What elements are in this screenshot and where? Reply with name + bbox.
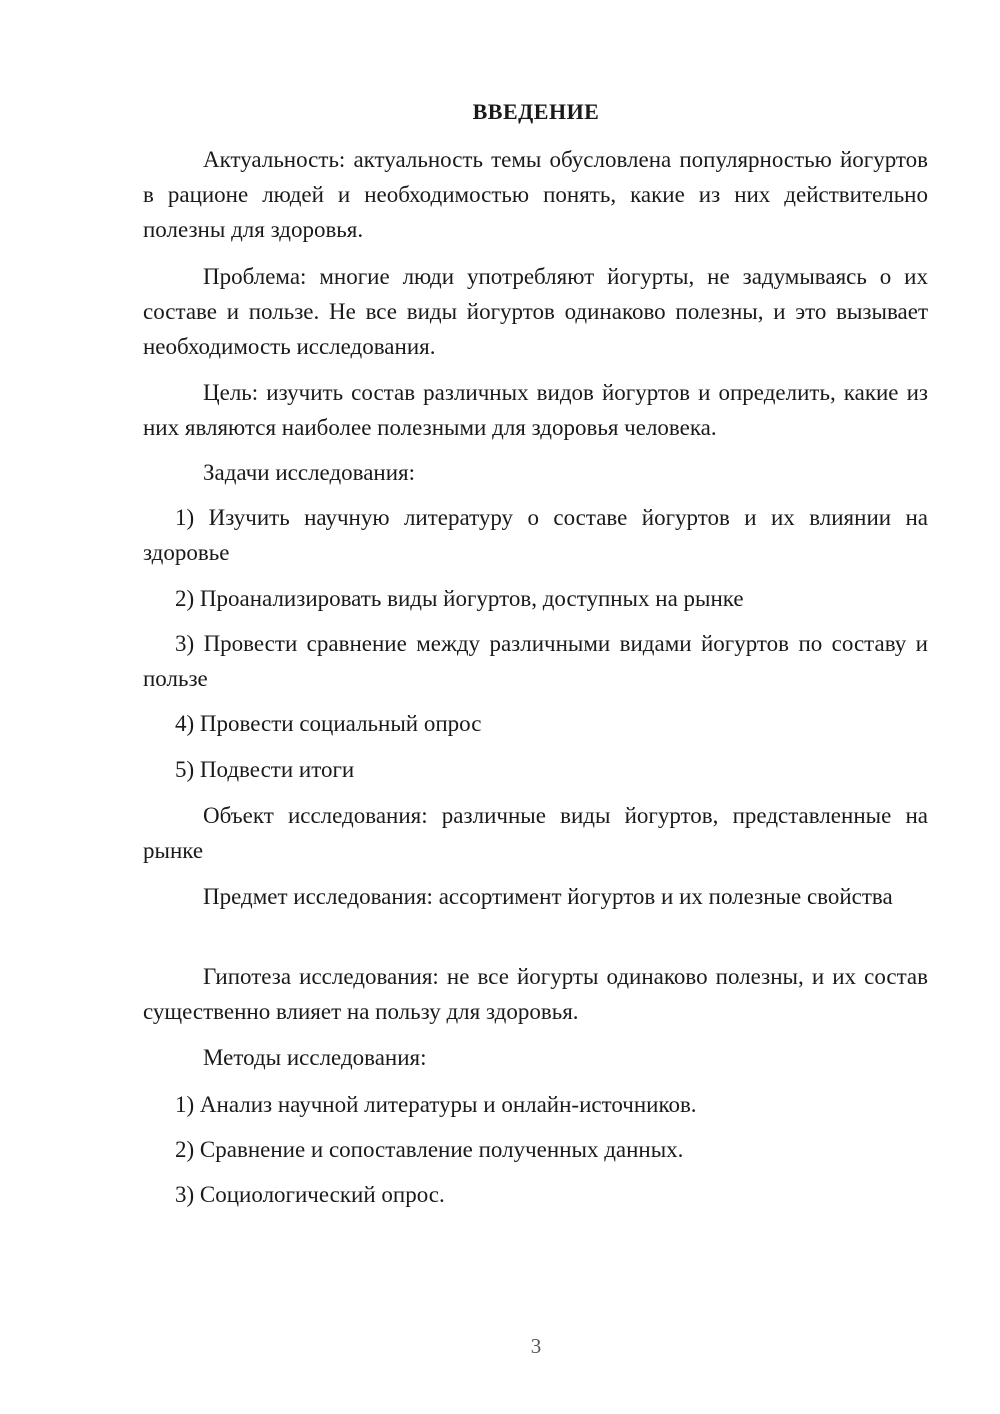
task-item-4: 4) Провести социальный опрос <box>175 711 482 736</box>
task-item-2: 2) Проанализировать виды йогуртов, доступных на рынке <box>175 586 744 611</box>
task-item-1: 1) Изучить научную литературу о составе йогуртов и их влиянии на здоровье <box>143 505 928 565</box>
method-item-1: 1) Анализ научной литературы и онлайн-источников. <box>175 1092 697 1117</box>
relevance-paragraph: Актуальность: актуальность темы обусловлена популярностью йогуртов в рационе людей и необходимостью понять, какие из них действительно полезны для здоровья. <box>143 147 928 242</box>
section-heading: ВВЕДЕНИЕ <box>472 99 600 124</box>
method-item-2: 2) Сравнение и сопоставление полученных данных. <box>175 1137 684 1162</box>
object-paragraph: Объект исследования: различные виды йогуртов, представленные на рынке <box>143 803 928 863</box>
tasks-title: Задачи исследования: <box>203 460 416 485</box>
methods-title: Методы исследования: <box>203 1045 427 1070</box>
subject-paragraph: Предмет исследования: ассортимент йогуртов и их полезные свойства <box>203 884 893 909</box>
page-number: 3 <box>530 1334 542 1358</box>
task-item-5: 5) Подвести итоги <box>175 757 355 782</box>
hypothesis-paragraph: Гипотеза исследования: не все йогурты одинаково полезны, и их состав существенно влияет на пользу для здоровья. <box>143 964 928 1024</box>
task-item-3: 3) Провести сравнение между различными видами йогуртов по составу и пользе <box>143 631 928 691</box>
method-item-3: 3) Социологический опрос. <box>175 1182 445 1207</box>
goal-paragraph: Цель: изучить состав различных видов йогуртов и определить, какие из них являются наиболее полезными для здоровья человека. <box>143 380 928 440</box>
problem-paragraph: Проблема: многие люди употребляют йогурты, не задумываясь о их составе и пользе. Не все виды йогуртов одинаково полезны, и это вызывает необходимость исследования. <box>143 264 928 359</box>
